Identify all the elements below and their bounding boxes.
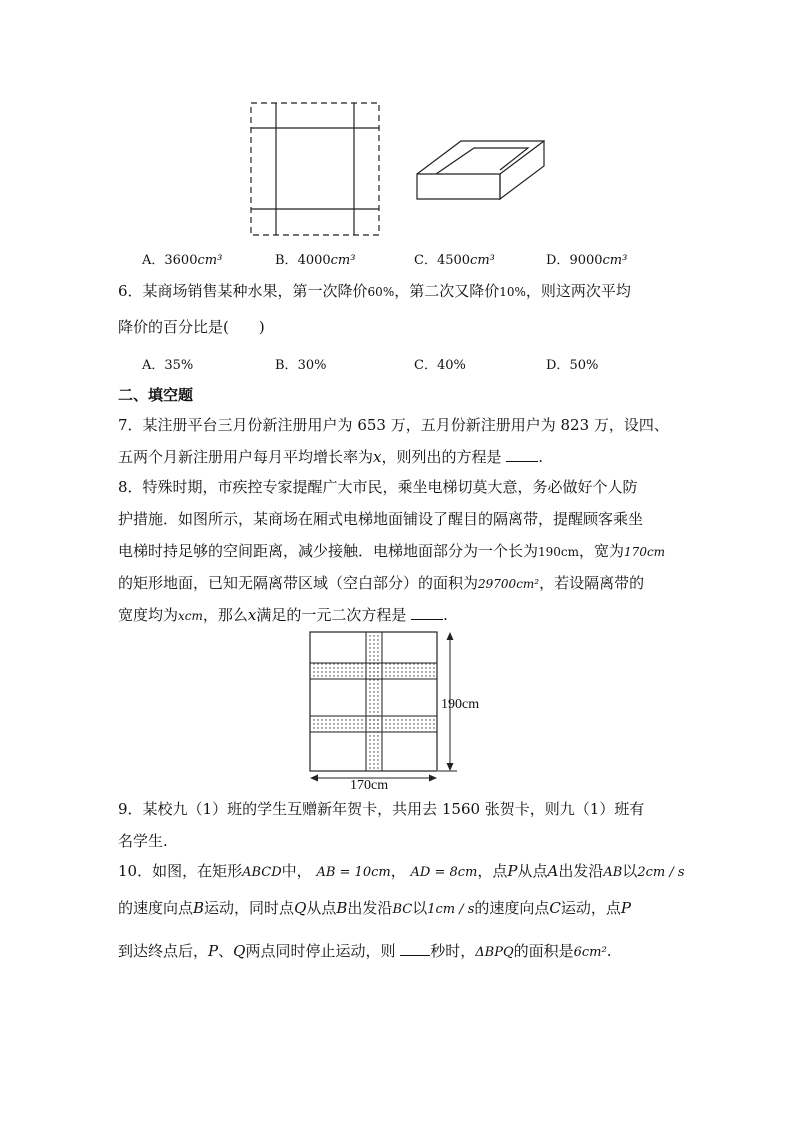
q6-line-2: 降价的百分比是( ) xyxy=(118,318,265,336)
q6-line-1: 6．某商场销售某种水果，第一次降价60%，第二次又降价10%，则这两次平均 xyxy=(118,282,631,300)
q8-line-3: 电梯时持足够的空间距离，减少接触．电梯地面部分为一个长为190cm，宽为170cm xyxy=(118,542,666,560)
q5-option-a[interactable]: A．3600cm³ xyxy=(142,253,223,268)
open-box-figure xyxy=(412,136,548,202)
q10-line-2: 的速度向点B运动，同时点Q从点B出发沿BC以1cm / s的速度向点C运动，点P xyxy=(118,899,632,917)
vertical-strip xyxy=(366,632,382,771)
q10-line-3: 到达终点后，P、Q两点同时停止运动，则 秒时，ΔBPQ的面积是6cm². xyxy=(118,942,612,960)
q8-answer-blank[interactable] xyxy=(411,605,443,620)
q9-line-1: 9．某校九（1）班的学生互赠新年贺卡，共用去 1560 张贺卡，则九（1）班有 xyxy=(118,800,645,818)
box-top-rim xyxy=(417,141,544,174)
q10-answer-blank[interactable] xyxy=(400,941,430,956)
q6-option-b[interactable]: B．30% xyxy=(275,358,327,373)
height-arrow-top xyxy=(447,632,454,640)
section-title: 二、填空题 xyxy=(118,386,194,404)
q5-option-d[interactable]: D．9000cm³ xyxy=(546,253,628,268)
q8-line-2: 护措施．如图所示，某商场在厢式电梯地面铺设了醒目的隔离带，提醒顾客乘坐 xyxy=(118,510,644,528)
height-label: 190cm xyxy=(441,697,480,712)
q7-line-1: 7．某注册平台三月份新注册用户为 653 万，五月份新注册用户为 823 万，设四、 xyxy=(118,416,669,434)
box-front-face xyxy=(417,174,500,199)
q8-line-5: 宽度均为xcm，那么x满足的一元二次方程是 . xyxy=(118,606,448,624)
elevator-floor-figure xyxy=(300,626,500,792)
square-sheet-figure xyxy=(245,98,385,240)
q6-option-a[interactable]: A．35% xyxy=(142,358,194,373)
horizontal-strip-1 xyxy=(310,663,437,679)
q7-line-2: 五两个月新注册用户每月平均增长率为x，则列出的方程是 . xyxy=(118,448,544,466)
width-arrow-left xyxy=(310,775,318,782)
q9-line-2: 名学生. xyxy=(118,832,168,850)
width-arrow-right xyxy=(429,775,437,782)
sheet-outer-dashed xyxy=(251,103,379,235)
q10-line-1: 10．如图，在矩形ABCD中， AB = 10cm， AD = 8cm，点P从点A出发沿AB以2cm / s xyxy=(118,862,685,880)
box-side-face xyxy=(500,141,544,199)
q6-option-c[interactable]: C．40% xyxy=(414,358,466,373)
q7-answer-blank[interactable] xyxy=(506,447,538,462)
box-inner-rim xyxy=(436,148,528,174)
q8-line-1: 8．特殊时期，市疾控专家提醒广大市民，乘坐电梯切莫大意，务必做好个人防 xyxy=(118,478,638,496)
width-label: 170cm xyxy=(350,778,389,792)
horizontal-strip-2 xyxy=(310,716,437,732)
height-arrow-bottom xyxy=(447,763,454,771)
q6-option-d[interactable]: D．50% xyxy=(546,358,599,373)
q8-line-4: 的矩形地面，已知无隔离带区域（空白部分）的面积为29700cm²，若设隔离带的 xyxy=(118,574,645,592)
q5-option-c[interactable]: C．4500cm³ xyxy=(414,253,495,268)
q5-option-b[interactable]: B．4000cm³ xyxy=(275,253,356,268)
